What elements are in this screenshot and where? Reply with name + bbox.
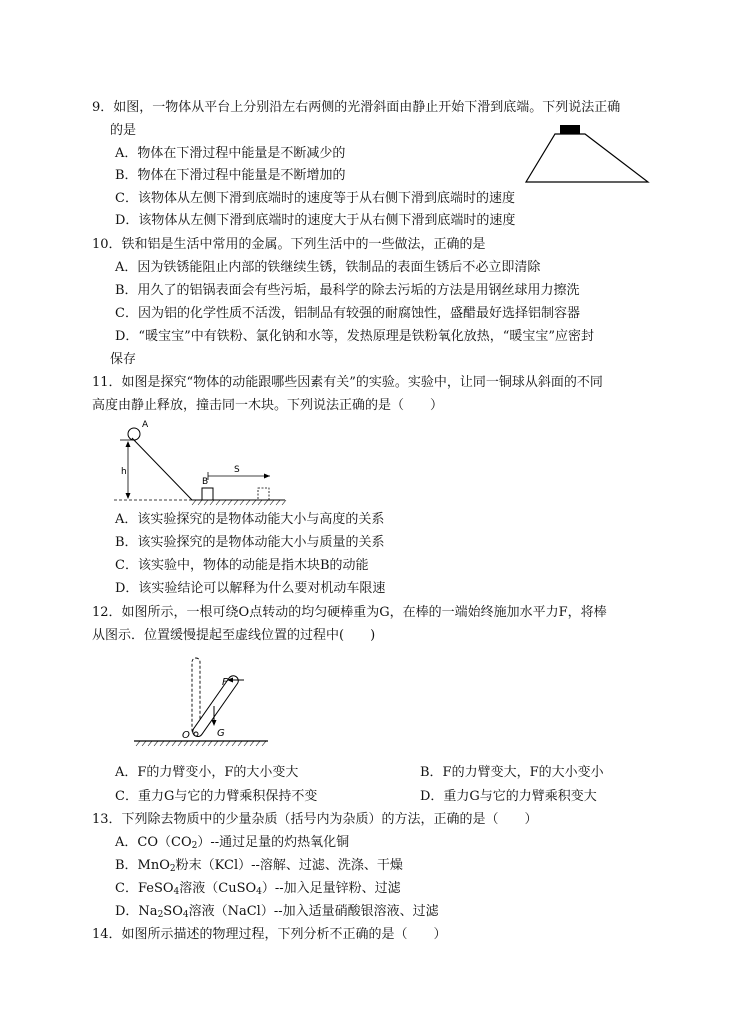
q11-stem-line2: 高度由静止释放，撞击同一木块。下列说法正确的是（ ） <box>92 398 444 413</box>
q11-incline <box>132 438 192 500</box>
q9-option-a: A．物体在下滑过程中能量是不断减少的 <box>115 146 346 161</box>
q12-ground-hatch <box>136 741 266 746</box>
q13-d-mid: SO <box>163 904 183 919</box>
q13-a-pre: A．CO（CO <box>115 835 192 850</box>
q11-ground-hatch <box>192 500 286 505</box>
q12-stem-line2: 从图示．位置缓慢提起至虚线位置的过程中( ) <box>92 628 376 643</box>
q12-figure <box>132 650 272 750</box>
q13-b-sub: 2 <box>169 864 176 874</box>
q9-block <box>560 125 580 134</box>
q12-stem-line1: 12．如图所示，一根可绕O点转动的均匀硬棒重为G，在棒的一端始终施加水平力F，将棒 <box>92 605 607 620</box>
q10-option-b: B．用久了的铝锅表面会有些污垢，最科学的除去污垢的方法是用钢丝球用力擦洗 <box>115 283 580 298</box>
q9-trapezoid-platform <box>526 134 648 182</box>
q12-label-g: G <box>217 728 225 739</box>
q14-stem: 14．如图所示描述的物理过程，下列分析不正确的是（ ） <box>92 927 447 942</box>
q11-label-b: B <box>202 477 209 487</box>
q13-d-pre: D．Na <box>115 904 158 919</box>
q11-label-h: h <box>121 467 127 477</box>
q13-c-pre: C．FeSO <box>115 881 174 896</box>
q11-height-arrow-bottom <box>126 493 131 499</box>
q11-option-b: B．该实验探究的是物体动能大小与质量的关系 <box>115 535 385 550</box>
q10-option-d-line2: 保存 <box>110 352 137 367</box>
q9-stem-line1: 9．如图，一物体从平台上分别沿左右两侧的光滑斜面由静止开始下滑到底端。下列说法正确 <box>92 100 621 115</box>
q11-label-s: S <box>234 465 240 475</box>
q13-d-sub2: 4 <box>182 910 189 920</box>
q12-solid-rod <box>191 674 240 739</box>
q12-option-d: D．重力G与它的力臂乘积变大 <box>420 789 597 804</box>
q13-a-sub: 2 <box>191 841 198 851</box>
q10-option-c: C．因为铝的化学性质不活泼，铝制品有较强的耐腐蚀性，盛醋最好选择铝制容器 <box>115 306 580 321</box>
q12-gravity-arrow <box>212 720 217 726</box>
q12-option-a: A．F的力臂变小，F的大小变大 <box>115 765 299 780</box>
q13-b-post: 粉末（KCl）--溶解、过滤、洗涤、干燥 <box>175 858 403 873</box>
q11-distance-arrow <box>264 474 270 479</box>
q9-option-b: B．物体在下滑过程中能量是不断增加的 <box>115 168 346 183</box>
q13-c-post: ）--加入足量锌粉、过滤 <box>261 881 401 896</box>
q12-option-c: C．重力G与它的力臂乘积保持不变 <box>115 789 318 804</box>
q11-ball-a <box>128 428 140 440</box>
q13-d-sub1: 2 <box>157 910 164 920</box>
q13-option-d <box>115 903 439 921</box>
q13-stem: 13．下列除去物质中的少量杂质（括号内为杂质）的方法，正确的是（ ） <box>92 812 538 827</box>
q11-option-a: A．该实验探究的是物体动能大小与高度的关系 <box>115 512 385 527</box>
q9-option-d: D．该物体从左侧下滑到底端时的速度大于从右侧下滑到底端时的速度 <box>115 213 516 228</box>
q11-figure <box>110 418 310 508</box>
q12-label-f: F <box>222 677 228 688</box>
q11-block-b-moved <box>258 488 269 500</box>
q11-block-b <box>202 488 213 500</box>
q11-option-d: D．该实验结论可以解释为什么要对机动车限速 <box>115 581 386 596</box>
q9-stem-line2: 的是 <box>110 123 137 138</box>
q13-c-mid: 溶液（CuSO <box>179 881 257 896</box>
q11-option-c: C．该实验中，物体的动能是指木块B的动能 <box>115 558 369 573</box>
q12-option-b: B．F的力臂变大，F的大小变小 <box>420 765 604 780</box>
q12-label-o: O <box>182 730 190 741</box>
q10-option-d-line1: D．“暖宝宝”中有铁粉、氯化钠和水等，发热原理是铁粉氧化放热，“暖宝宝”应密封 <box>115 329 595 344</box>
q13-option-c <box>115 880 401 898</box>
q10-option-a: A．因为铁锈能阻止内部的铁继续生锈，铁制品的表面生锈后不必立即清除 <box>115 260 541 275</box>
q13-a-post: ）--通过足量的灼热氧化铜 <box>197 835 350 850</box>
q11-stem-line1: 11．如图是探究“物体的动能跟哪些因素有关”的实验。实验中，让同一铜球从斜面的不同 <box>92 375 603 390</box>
q13-b-pre: B．MnO <box>115 858 170 873</box>
q11-label-a: A <box>142 420 149 430</box>
q13-c-sub2: 4 <box>256 887 262 897</box>
q13-option-a <box>115 834 349 852</box>
q11-height-arrow-top <box>126 441 131 447</box>
q13-c-sub1: 4 <box>173 887 180 897</box>
q9-figure <box>520 122 670 192</box>
q13-option-b <box>115 857 403 875</box>
q9-option-c: C．该物体从左侧下滑到底端时的速度等于从右侧下滑到底端时的速度 <box>115 191 515 206</box>
q10-stem: 10．铁和铝是生活中常用的金属。下列生活中的一些做法，正确的是 <box>92 237 486 252</box>
q13-d-post: 溶液（NaCl）--加入适量硝酸银溶液、过滤 <box>188 904 439 919</box>
